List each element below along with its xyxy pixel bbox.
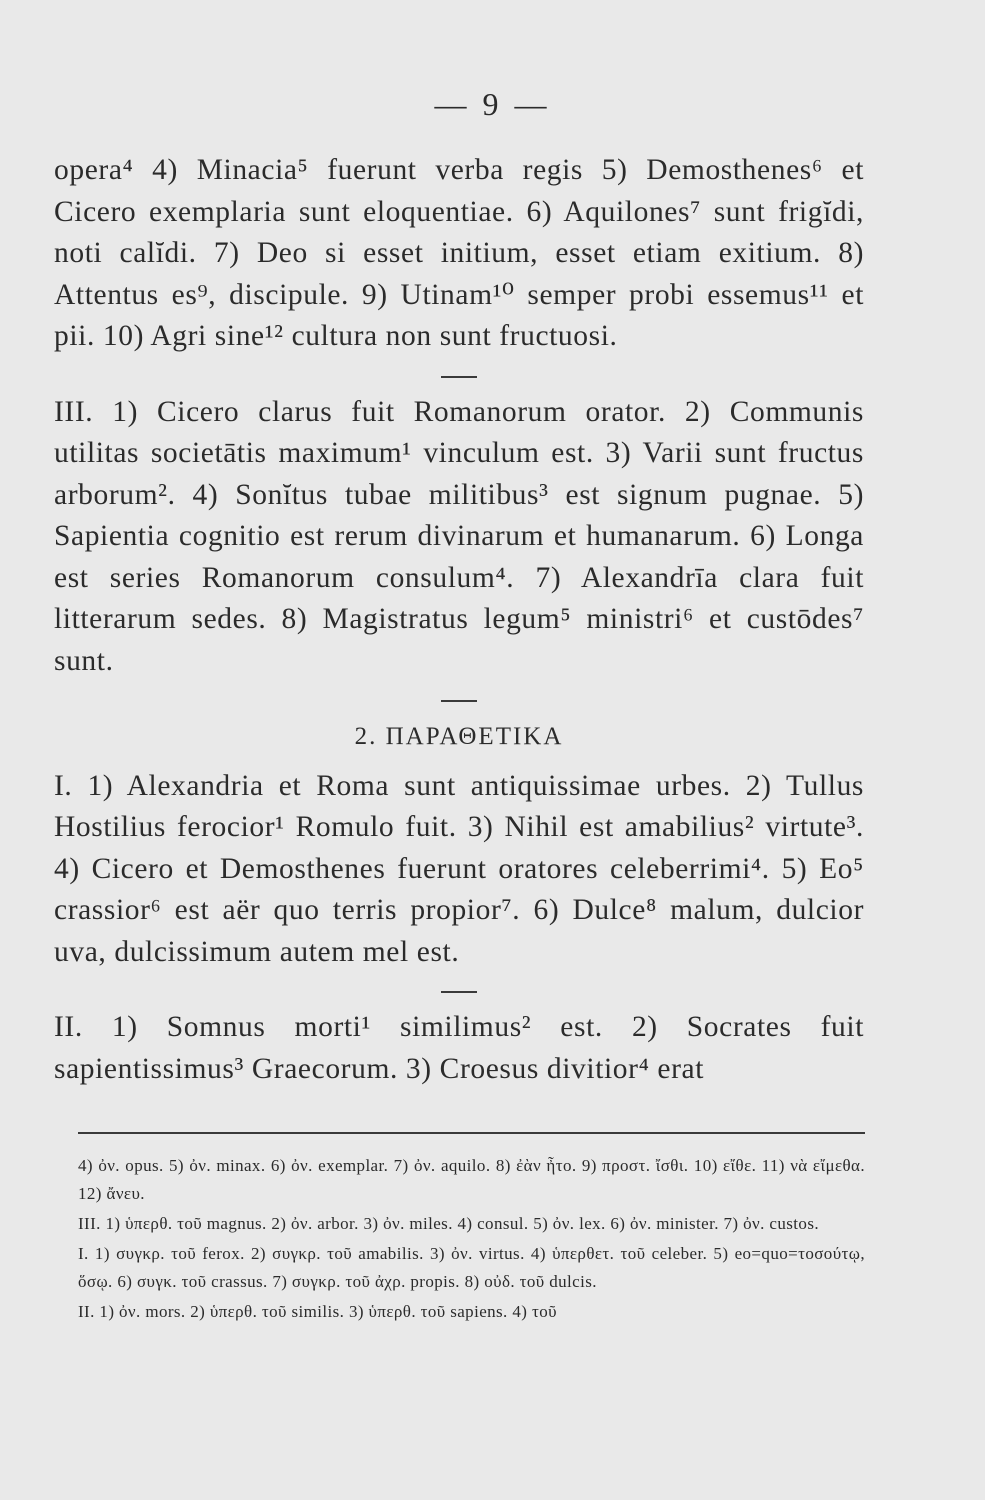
footnote-block: III. 1) ὑπερθ. τοῦ magnus. 2) ὀν. arbor. 3) ὀν. miles. 4) consul. 5) ὀν. lex. 6) ὀν. minister. 7) ὀν. custos. — [78, 1214, 819, 1233]
paragraph-section-iii: III. 1) Cicero clarus fuit Romanorum orator. 2) Communis utilitas societātis maximum¹ vinculum est. 3) Varii sunt fructus arborum². 4) Sonĭtus tubae militibus³ est signum pugnae. 5) Sapientia cognitio est rerum divinarum et humanarum. 6) Longa est series Romanorum consulum⁴. 7) Alexandrīa clara fuit litterarum sedes. 8) Magistratus legum⁵ ministri⁶ et custōdes⁷ sunt. — [54, 395, 864, 677]
footnote-block: II. 1) ὀν. mors. 2) ὑπερθ. τοῦ similis. 3) ὑπερθ. τοῦ sapiens. 4) τοῦ — [78, 1302, 557, 1321]
page-number: — 9 — — [434, 86, 551, 122]
section-title: 2. ΠΑΡΑΘΕΤΙΚΑ — [354, 723, 564, 750]
main-text — [54, 150, 864, 1090]
separator-rule — [441, 991, 477, 993]
separator-rule — [441, 376, 477, 378]
footnotes — [78, 1132, 865, 1326]
paragraph-continuation: opera⁴ 4) Minacia⁵ fuerunt verba regis 5) Demosthenes⁶ et Cicero exemplaria sunt eloquentiae. 6) Aquilones⁷ sunt frigĭdi, noti calĭdi. 7) Deo si esset initium, esset etiam exitium. 8) Attentus es⁹, discipule. 9) Utinam¹⁰ semper probi essemus¹¹ et pii. 10) Agri sine¹² cultura non sunt fructuosi. — [54, 154, 864, 352]
footnote-block: I. 1) συγκρ. τοῦ ferox. 2) συγκρ. τοῦ amabilis. 3) ὀν. virtus. 4) ὑπερθετ. τοῦ celeber. 5) eo=quo=τοσούτῳ, ὅσῳ. 6) συγκ. τοῦ crassus. 7) συγκρ. τοῦ ἀχρ. propis. 8) οὐδ. τοῦ dulcis. — [78, 1244, 865, 1291]
footnote-block: 4) ὀν. opus. 5) ὀν. minax. 6) ὀν. exemplar. 7) ὀν. aquilo. 8) ἐὰν ἦτο. 9) προστ. ἴσθι. 10) εἴθε. 11) νὰ εἴμεθα. 12) ἄνευ. — [78, 1156, 865, 1203]
separator-rule — [441, 700, 477, 702]
paragraph-section-ii: II. 1) Somnus morti¹ similimus² est. 2) Socrates fuit sapientissimus³ Graecorum. 3) Croesus divitior⁴ erat — [54, 1011, 864, 1085]
paragraph-section-i: I. 1) Alexandria et Roma sunt antiquissimae urbes. 2) Tullus Hostilius ferocior¹ Romulo fuit. 3) Nihil est amabilius² virtute³. 4) Cicero et Demosthenes fuerunt oratores celeberrimi⁴. 5) Eo⁵ crassior⁶ est aër quo terris propior⁷. 6) Dulce⁸ malum, dulcior uva, dulcissimum autem mel est. — [54, 769, 864, 968]
